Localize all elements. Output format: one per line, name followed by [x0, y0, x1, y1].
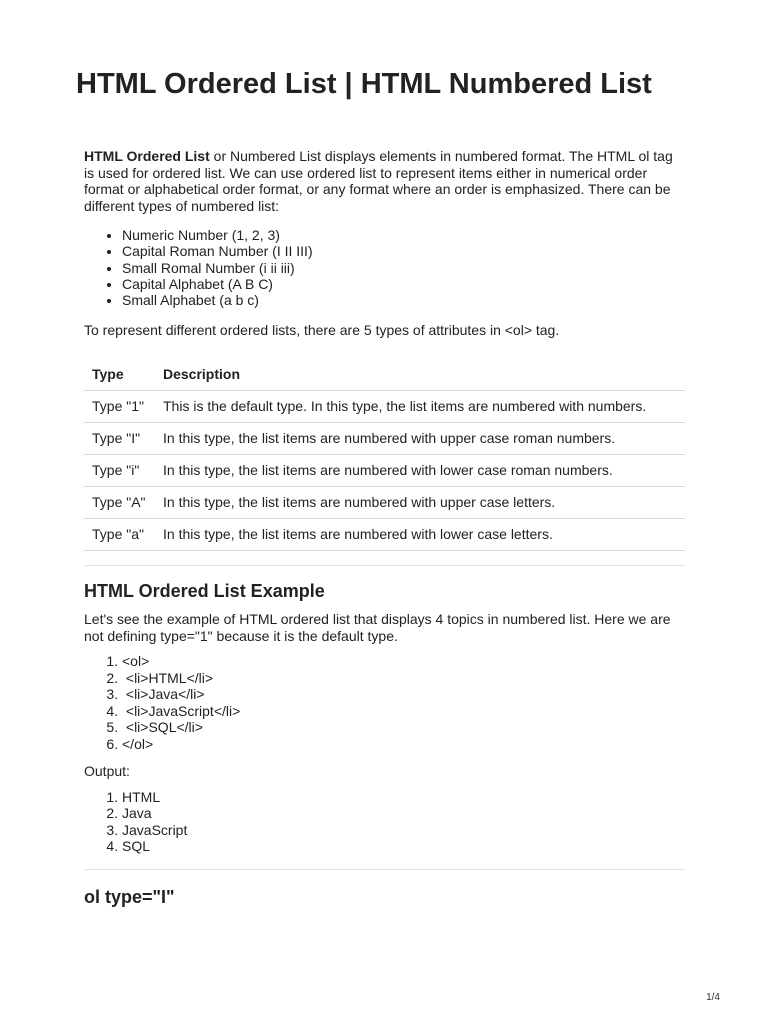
code-listing [84, 653, 685, 752]
table-row [84, 423, 685, 455]
list-item: • Small Romal Number (i ii iii) [122, 260, 685, 276]
article-body [84, 148, 685, 908]
code-line: 5. <li>SQL</li> [122, 719, 685, 736]
table-header-row [84, 358, 685, 391]
output-item: 3. JavaScript [122, 822, 685, 839]
list-item: • Small Alphabet (a b c) [122, 292, 685, 308]
table-row [84, 519, 685, 551]
table-cell-type: Type "A" [84, 487, 155, 519]
table-cell-description: In this type, the list items are numbered with upper case letters. [155, 487, 685, 519]
table-cell-description: In this type, the list items are numbered with lower case letters. [155, 519, 685, 551]
table-cell-description: In this type, the list items are numbered with upper case roman numbers. [155, 423, 685, 455]
output-item: 1. HTML [122, 789, 685, 806]
table-header-type: Type [84, 358, 155, 391]
section-divider [84, 869, 685, 870]
list-item: • Capital Roman Number (I II III) [122, 243, 685, 259]
intro-bold-term: HTML Ordered List [84, 148, 210, 164]
table-cell-description: This is the default type. In this type, the list items are numbered with numbers. [155, 391, 685, 423]
table-cell-type: Type "1" [84, 391, 155, 423]
output-label: Output: [84, 763, 130, 780]
table-header-description: Description [155, 358, 685, 391]
page-title: HTML Ordered List | HTML Numbered List [76, 68, 652, 100]
next-section-heading: ol type="I" [84, 886, 175, 907]
section-divider [84, 565, 685, 566]
list-item: • Capital Alphabet (A B C) [122, 276, 685, 292]
code-line: 4. <li>JavaScript</li> [122, 703, 685, 720]
list-types-bullets [84, 227, 685, 308]
table-cell-type: Type "i" [84, 455, 155, 487]
page-number: 1/4 [706, 992, 720, 1003]
table-cell-type: Type "I" [84, 423, 155, 455]
attributes-intro: To represent different ordered lists, there are 5 types of attributes in <ol> tag. [84, 322, 560, 339]
table-row [84, 487, 685, 519]
example-paragraph: Let's see the example of HTML ordered list that displays 4 topics in numbered list. Here we are not defining type="1" because it is the default type. [84, 611, 671, 644]
code-line: 3. <li>Java</li> [122, 686, 685, 703]
table-row [84, 455, 685, 487]
code-line: 1. <ol> [122, 653, 685, 670]
code-line: 6. </ol> [122, 736, 685, 753]
output-item: 2. Java [122, 805, 685, 822]
output-item: 4. SQL [122, 838, 685, 855]
table-row [84, 391, 685, 423]
table-cell-type: Type "a" [84, 519, 155, 551]
example-heading: HTML Ordered List Example [84, 581, 325, 602]
table-cell-description: In this type, the list items are numbered with lower case roman numbers. [155, 455, 685, 487]
code-line: 2. <li>HTML</li> [122, 670, 685, 687]
output-list [84, 789, 685, 855]
list-item: • Numeric Number (1, 2, 3) [122, 227, 685, 243]
intro-paragraph [84, 148, 685, 214]
intro-text: or Numbered List displays elements in numbered format. The HTML ol tag is used for ordered list. We can use ordered list to represent items either in numerical order format or alphabetical order format, or any format where an order is emphasized. There can be different types of numbered list: [84, 148, 673, 214]
types-table [84, 358, 685, 552]
